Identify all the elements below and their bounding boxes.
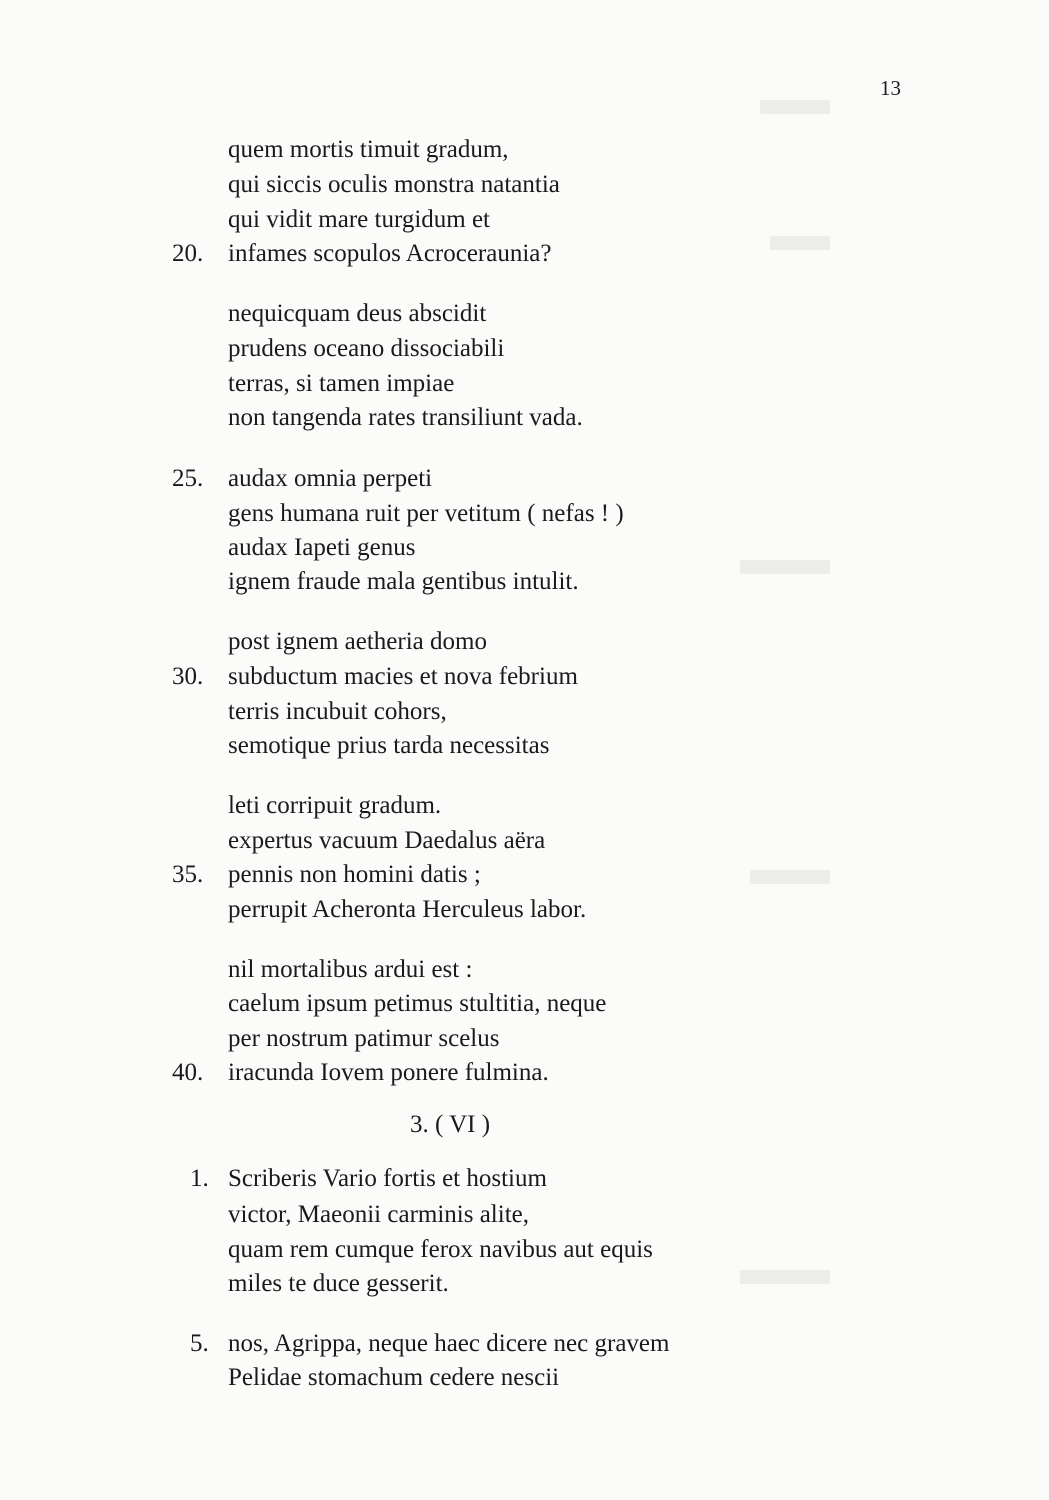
- verse-line: nequicquam deus abscidit: [228, 300, 487, 327]
- page-number: 13: [880, 76, 901, 100]
- verse-line: audax Iapeti genus: [228, 534, 416, 561]
- verse-line: post ignem aetheria domo: [228, 628, 487, 655]
- verse-line: terras, si tamen impiae: [228, 370, 455, 397]
- verse-line: ignem fraude mala gentibus intulit.: [228, 568, 579, 595]
- show-through-mark: [740, 1270, 830, 1284]
- verse-line: prudens oceano dissociabili: [228, 335, 505, 362]
- line-number: 5.: [190, 1330, 209, 1357]
- verse-line: qui vidit mare turgidum et: [228, 206, 490, 233]
- verse-line: Scriberis Vario fortis et hostium: [228, 1165, 547, 1192]
- verse-line: quem mortis timuit gradum,: [228, 136, 509, 163]
- verse-line: iracunda Iovem ponere fulmina.: [228, 1059, 549, 1086]
- verse-line: expertus vacuum Daedalus aëra: [228, 827, 546, 854]
- line-number: 35.: [172, 861, 204, 888]
- verse-line: perrupit Acheronta Herculeus labor.: [228, 896, 587, 923]
- line-number: 20.: [172, 240, 204, 267]
- verse-line: miles te duce gesserit.: [228, 1270, 449, 1297]
- verse-line: terris incubuit cohors,: [228, 698, 447, 725]
- verse-line: per nostrum patimur scelus: [228, 1025, 500, 1052]
- verse-line: infames scopulos Acroceraunia?: [228, 240, 552, 267]
- show-through-mark: [740, 560, 830, 574]
- show-through-mark: [770, 236, 830, 250]
- verse-line: semotique prius tarda necessitas: [228, 732, 550, 759]
- verse-line: caelum ipsum petimus stultitia, neque: [228, 990, 607, 1017]
- verse-line: nos, Agrippa, neque haec dicere nec gravem: [228, 1330, 670, 1357]
- verse-line: victor, Maeonii carminis alite,: [228, 1201, 529, 1228]
- line-number: 40.: [172, 1059, 204, 1086]
- poem-heading: 3. ( VI ): [410, 1111, 491, 1138]
- verse-line: quam rem cumque ferox navibus aut equis: [228, 1236, 653, 1263]
- verse-line: audax omnia perpeti: [228, 465, 433, 492]
- verse-line: subductum macies et nova febrium: [228, 663, 578, 690]
- verse-line: Pelidae stomachum cedere nescii: [228, 1364, 560, 1391]
- line-number: 30.: [172, 663, 204, 690]
- verse-line: nil mortalibus ardui est :: [228, 956, 473, 983]
- verse-line: qui siccis oculis monstra natantia: [228, 171, 560, 198]
- verse-line: non tangenda rates transiliunt vada.: [228, 404, 583, 431]
- show-through-mark: [760, 100, 830, 114]
- verse-line: pennis non homini datis ;: [228, 861, 481, 888]
- line-number: 1.: [190, 1165, 209, 1192]
- verse-line: leti corripuit gradum.: [228, 792, 442, 819]
- show-through-mark: [750, 870, 830, 884]
- verse-line: gens humana ruit per vetitum ( nefas ! ): [228, 500, 624, 527]
- line-number: 25.: [172, 465, 204, 492]
